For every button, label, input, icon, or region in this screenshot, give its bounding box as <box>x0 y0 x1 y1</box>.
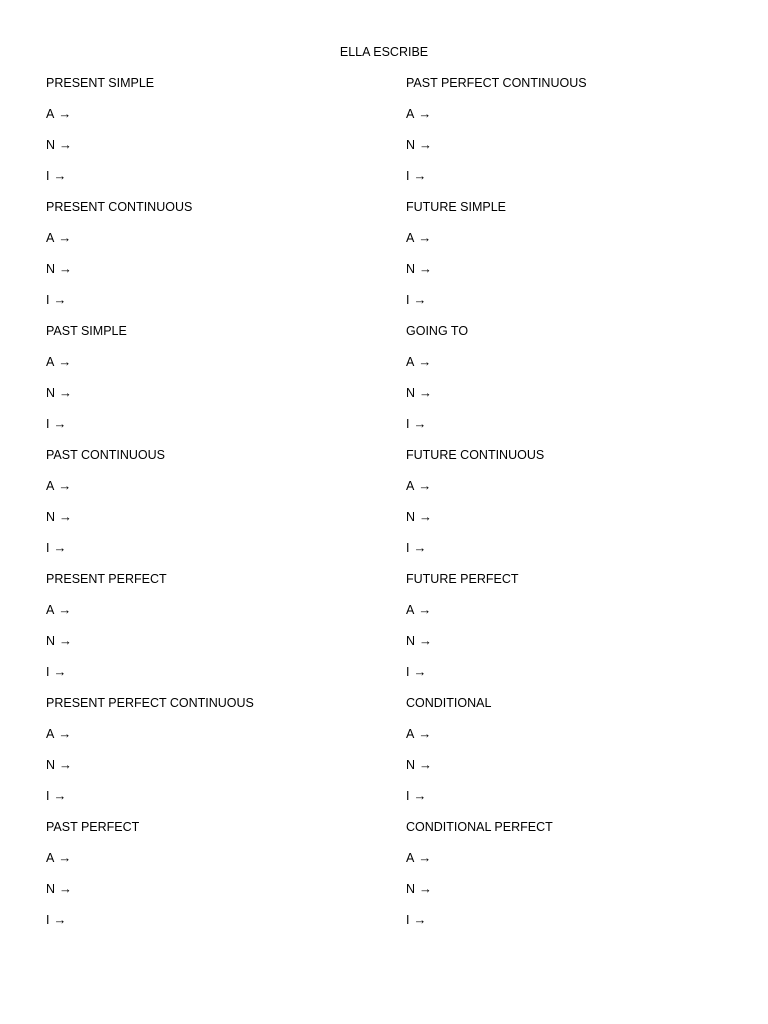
row-label: A <box>46 727 55 741</box>
row-label: I <box>46 665 50 679</box>
answer-line <box>46 602 386 633</box>
arrow-right-icon: → <box>419 633 433 648</box>
answer-line <box>406 478 746 509</box>
arrow-right-icon: → <box>418 726 432 741</box>
tense-heading: FUTURE PERFECT <box>406 572 519 586</box>
answer-line <box>406 261 746 292</box>
row-label: I <box>406 417 410 431</box>
answer-line <box>406 850 746 881</box>
answer-line <box>46 106 386 137</box>
row-label: N <box>46 634 56 648</box>
tense-heading: CONDITIONAL <box>406 696 492 710</box>
row-label: I <box>406 293 410 307</box>
answer-line <box>46 757 386 788</box>
answer-line <box>46 230 386 261</box>
arrow-right-icon: → <box>58 726 72 741</box>
answer-line <box>406 912 746 943</box>
arrow-right-icon: → <box>413 664 427 679</box>
arrow-right-icon: → <box>419 509 433 524</box>
row-label: N <box>46 882 56 896</box>
arrow-right-icon: → <box>419 261 433 276</box>
arrow-right-icon: → <box>58 478 72 493</box>
row-label: A <box>46 107 55 121</box>
right-column <box>406 75 746 943</box>
row-label: N <box>46 758 56 772</box>
answer-line <box>406 664 746 695</box>
row-label: N <box>406 510 416 524</box>
arrow-right-icon: → <box>413 788 427 803</box>
row-label: N <box>406 882 416 896</box>
row-label: N <box>46 510 56 524</box>
arrow-right-icon: → <box>59 633 73 648</box>
row-label: I <box>406 789 410 803</box>
tense-heading: PRESENT PERFECT <box>46 572 167 586</box>
tense-heading: PAST SIMPLE <box>46 324 127 338</box>
answer-line <box>406 757 746 788</box>
row-label: A <box>406 603 415 617</box>
answer-line <box>46 509 386 540</box>
arrow-right-icon: → <box>58 850 72 865</box>
answer-line <box>406 354 746 385</box>
arrow-right-icon: → <box>59 881 73 896</box>
arrow-right-icon: → <box>418 850 432 865</box>
arrow-right-icon: → <box>53 292 67 307</box>
tense-heading: GOING TO <box>406 324 469 338</box>
answer-line <box>46 664 386 695</box>
tense-heading: PRESENT PERFECT CONTINUOUS <box>46 696 254 710</box>
arrow-right-icon: → <box>53 788 67 803</box>
answer-line <box>406 106 746 137</box>
row-label: I <box>406 913 410 927</box>
arrow-right-icon: → <box>413 416 427 431</box>
row-label: N <box>46 262 56 276</box>
answer-line <box>406 137 746 168</box>
arrow-right-icon: → <box>53 416 67 431</box>
answer-line <box>46 416 386 447</box>
tense-heading: PRESENT SIMPLE <box>46 76 155 90</box>
row-label: I <box>46 541 50 555</box>
answer-line <box>406 509 746 540</box>
arrow-right-icon: → <box>418 478 432 493</box>
answer-line <box>406 540 746 571</box>
arrow-right-icon: → <box>58 106 72 121</box>
arrow-right-icon: → <box>58 602 72 617</box>
row-label: N <box>46 386 56 400</box>
answer-line <box>406 881 746 912</box>
row-label: I <box>46 293 50 307</box>
arrow-right-icon: → <box>53 540 67 555</box>
arrow-right-icon: → <box>419 385 433 400</box>
row-label: A <box>406 727 415 741</box>
answer-line <box>406 633 746 664</box>
arrow-right-icon: → <box>413 912 427 927</box>
row-label: A <box>46 355 55 369</box>
answer-line <box>46 881 386 912</box>
row-label: N <box>406 138 416 152</box>
answer-line <box>406 385 746 416</box>
row-label: A <box>46 231 55 245</box>
tense-heading: FUTURE CONTINUOUS <box>406 448 545 462</box>
answer-line <box>46 261 386 292</box>
row-label: N <box>406 262 416 276</box>
arrow-right-icon: → <box>419 757 433 772</box>
answer-line <box>46 292 386 323</box>
answer-line <box>406 416 746 447</box>
arrow-right-icon: → <box>418 602 432 617</box>
row-label: N <box>406 386 416 400</box>
arrow-right-icon: → <box>413 540 427 555</box>
arrow-right-icon: → <box>58 354 72 369</box>
arrow-right-icon: → <box>418 106 432 121</box>
answer-line <box>406 726 746 757</box>
row-label: N <box>406 758 416 772</box>
arrow-right-icon: → <box>59 261 73 276</box>
tense-heading: PAST PERFECT CONTINUOUS <box>406 76 587 90</box>
row-label: A <box>46 603 55 617</box>
arrow-right-icon: → <box>418 354 432 369</box>
answer-line <box>406 788 746 819</box>
left-column <box>46 75 386 943</box>
arrow-right-icon: → <box>59 385 73 400</box>
answer-line <box>46 137 386 168</box>
answer-line <box>46 912 386 943</box>
tense-heading: CONDITIONAL PERFECT <box>406 820 553 834</box>
row-label: A <box>406 479 415 493</box>
row-label: I <box>406 169 410 183</box>
arrow-right-icon: → <box>413 292 427 307</box>
answer-line <box>406 168 746 199</box>
answer-line <box>46 168 386 199</box>
arrow-right-icon: → <box>53 168 67 183</box>
arrow-right-icon: → <box>53 912 67 927</box>
row-label: N <box>406 634 416 648</box>
row-label: I <box>406 665 410 679</box>
arrow-right-icon: → <box>59 137 73 152</box>
row-label: N <box>46 138 56 152</box>
arrow-right-icon: → <box>419 137 433 152</box>
answer-line <box>406 602 746 633</box>
answer-line <box>46 633 386 664</box>
answer-line <box>46 478 386 509</box>
row-label: A <box>406 107 415 121</box>
row-label: I <box>46 169 50 183</box>
tense-heading: PAST CONTINUOUS <box>46 448 165 462</box>
tense-heading: PRESENT CONTINUOUS <box>46 200 193 214</box>
answer-line <box>46 850 386 881</box>
arrow-right-icon: → <box>418 230 432 245</box>
answer-line <box>46 726 386 757</box>
arrow-right-icon: → <box>413 168 427 183</box>
tense-heading: FUTURE SIMPLE <box>406 200 507 214</box>
answer-line <box>406 230 746 261</box>
document-title: ELLA ESCRIBE <box>339 45 429 59</box>
answer-line <box>46 354 386 385</box>
row-label: A <box>46 479 55 493</box>
arrow-right-icon: → <box>59 509 73 524</box>
row-label: I <box>46 417 50 431</box>
arrow-right-icon: → <box>58 230 72 245</box>
tense-heading: PAST PERFECT <box>46 820 140 834</box>
answer-line <box>46 788 386 819</box>
row-label: A <box>46 851 55 865</box>
row-label: A <box>406 231 415 245</box>
arrow-right-icon: → <box>53 664 67 679</box>
row-label: A <box>406 851 415 865</box>
answer-line <box>406 292 746 323</box>
row-label: A <box>406 355 415 369</box>
row-label: I <box>46 913 50 927</box>
arrow-right-icon: → <box>59 757 73 772</box>
answer-line <box>46 540 386 571</box>
arrow-right-icon: → <box>419 881 433 896</box>
row-label: I <box>406 541 410 555</box>
answer-line <box>46 385 386 416</box>
row-label: I <box>46 789 50 803</box>
